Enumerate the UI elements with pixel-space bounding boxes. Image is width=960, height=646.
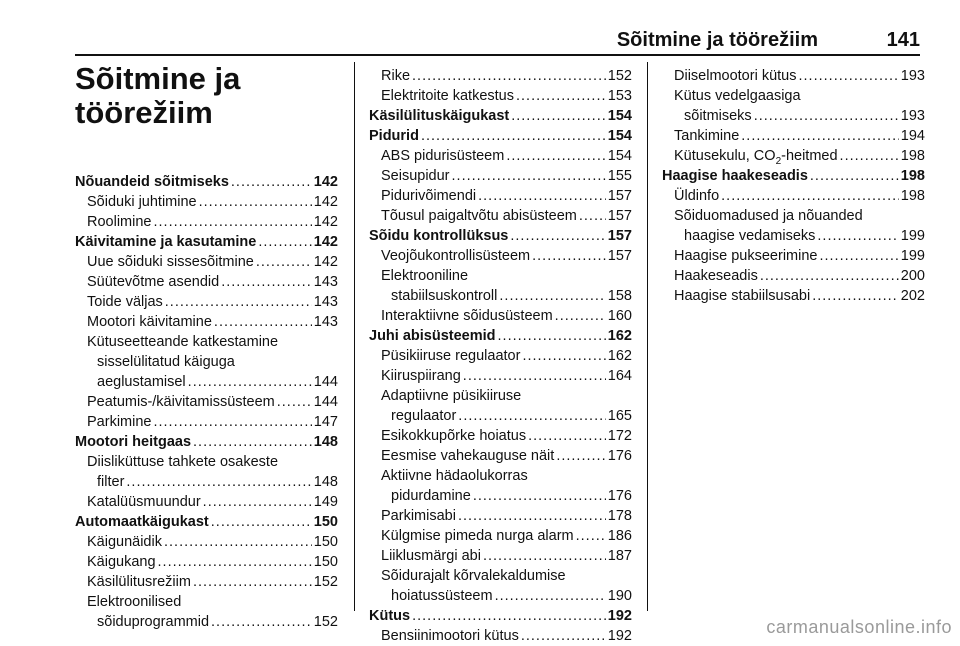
toc-page-number: 152: [313, 614, 338, 630]
dot-leader: [812, 286, 899, 306]
toc-entry-text: Aktiivne hädaolukorras: [381, 468, 528, 484]
toc-entry[interactable]: [662, 66, 925, 86]
dot-leader: [576, 526, 606, 546]
toc-page-number: 150: [313, 514, 338, 530]
toc-page-number: 176: [607, 448, 632, 464]
toc-entry-title: Käivitamine ja kasutamine: [75, 234, 257, 250]
toc-page-number: 160: [607, 308, 632, 324]
header-title: Sõitmine ja töörežiim: [616, 29, 818, 51]
dot-leader: [231, 172, 312, 192]
toc-page-number: 157: [607, 188, 632, 204]
dot-leader: [819, 246, 898, 266]
toc-entry[interactable]: [75, 492, 338, 512]
toc-entry-title: Sõidu kontrollüksus: [369, 228, 509, 244]
chapter-title: Sõitmine ja töörežiim: [75, 61, 241, 130]
toc-entry[interactable]: [662, 246, 925, 266]
toc-entry[interactable]: [369, 406, 632, 426]
toc-column-1: [75, 172, 338, 632]
toc-page-number: 193: [900, 108, 925, 124]
toc-entry-title: Tankimine: [674, 128, 740, 144]
toc-entry[interactable]: [662, 106, 925, 126]
toc-entry[interactable]: [369, 586, 632, 606]
toc-entry[interactable]: [369, 146, 632, 166]
toc-page-number: 199: [900, 248, 925, 264]
toc-page-number: 143: [313, 314, 338, 330]
toc-entry-title: Haagise pukseerimine: [674, 248, 818, 264]
toc-entry-title: Pidurid: [369, 128, 419, 144]
toc-entry-title: ABS pidurisüsteem: [381, 148, 505, 164]
toc-entry[interactable]: [369, 66, 632, 86]
toc-entry-text: Diisliküttuse tahkete osakeste: [87, 454, 279, 470]
toc-page-number: 144: [313, 374, 338, 390]
dot-leader: [555, 306, 606, 326]
dot-leader: [412, 606, 606, 626]
toc-page-number: 154: [607, 148, 632, 164]
dot-leader: [158, 552, 312, 572]
toc-entry[interactable]: [369, 626, 632, 646]
toc-entry-title: Haakeseadis: [674, 268, 758, 284]
dot-leader: [579, 206, 606, 226]
toc-entry-text: Kütuseetteande katkestamine: [87, 334, 279, 350]
toc-entry[interactable]: [369, 506, 632, 526]
toc-page-number: 192: [607, 608, 632, 624]
toc-entry[interactable]: [75, 392, 338, 412]
toc-entry-title: stabiilsuskontroll: [391, 288, 498, 304]
dot-leader: [532, 246, 606, 266]
toc-entry-title: Süütevõtme asendid: [87, 274, 220, 290]
toc-entry[interactable]: [369, 206, 632, 226]
dot-leader: [741, 126, 899, 146]
toc-entry-text: sisselülitatud käiguga: [97, 354, 235, 370]
toc-entry-text: Kütus vedelgaasiga: [674, 88, 801, 104]
toc-page-number: 157: [607, 228, 632, 244]
toc-page-number: 162: [607, 348, 632, 364]
toc-entry-title: sõiduprogrammid: [97, 614, 210, 630]
toc-entry[interactable]: [662, 186, 925, 206]
toc-entry[interactable]: [662, 146, 925, 166]
toc-page-number: 187: [607, 548, 632, 564]
toc-entry[interactable]: [75, 572, 338, 592]
toc-page-number: 164: [607, 368, 632, 384]
dot-leader: [463, 366, 606, 386]
toc-column-3: [662, 66, 925, 306]
toc-entry-title: Rike: [381, 68, 411, 84]
dot-leader: [499, 286, 605, 306]
toc-page-number: 157: [607, 208, 632, 224]
dot-leader: [188, 372, 312, 392]
dot-leader: [153, 212, 311, 232]
toc-entry-title: Juhi abisüsteemid: [369, 328, 496, 344]
toc-entry-text: Sõidurajalt kõrvalekaldumise: [381, 568, 566, 584]
toc-entry-title: Käigukang: [87, 554, 156, 570]
toc-page-number: 143: [313, 274, 338, 290]
toc-entry[interactable]: [369, 166, 632, 186]
dot-leader: [522, 346, 605, 366]
dot-leader: [199, 192, 312, 212]
dot-leader: [840, 146, 899, 166]
toc-entry-title: Käigunäidik: [87, 534, 162, 550]
toc-entry-title: Veojõukontrollisüsteem: [381, 248, 531, 264]
toc-entry-title: Toide väljas: [87, 294, 163, 310]
toc-entry-text: Elektroonilised: [87, 594, 182, 610]
toc-page-number: 200: [900, 268, 925, 284]
toc-entry-title: Diiselmootori kütus: [674, 68, 797, 84]
toc-page-number: 198: [900, 188, 925, 204]
dot-leader: [126, 472, 311, 492]
toc-page-number: 198: [900, 148, 925, 164]
toc-entry-title: Haagise stabiilsusabi: [674, 288, 811, 304]
dot-leader: [799, 66, 899, 86]
toc-entry-title: Parkimisabi: [381, 508, 456, 524]
toc-section[interactable]: [75, 512, 338, 532]
dot-leader: [211, 512, 312, 532]
toc-entry-title: hoiatussüsteem: [391, 588, 493, 604]
toc-entry[interactable]: [369, 546, 632, 566]
toc-entry-title: Seisupidur: [381, 168, 450, 184]
toc-entry[interactable]: [75, 272, 338, 292]
toc-entry[interactable]: [369, 286, 632, 306]
toc-entry[interactable]: [369, 346, 632, 366]
toc-entry[interactable]: [75, 292, 338, 312]
dot-leader: [277, 392, 312, 412]
toc-page-number: 153: [607, 88, 632, 104]
toc-entry[interactable]: [75, 192, 338, 212]
toc-entry-title: Külgmise pimeda nurga alarm: [381, 528, 574, 544]
page-header: [75, 28, 920, 56]
toc-page-number: 158: [607, 288, 632, 304]
toc-entry-title: aeglustamisel: [97, 374, 186, 390]
toc-page-number: 148: [313, 434, 338, 450]
dot-leader: [760, 266, 899, 286]
toc-page-number: 148: [313, 474, 338, 490]
toc-entry-title: Roolimine: [87, 214, 152, 230]
toc-entry-title: filter: [97, 474, 125, 490]
dot-leader: [203, 492, 312, 512]
dot-leader: [412, 66, 606, 86]
toc-page-number: 162: [607, 328, 632, 344]
dot-leader: [458, 506, 606, 526]
toc-entry-title: Interaktiivne sõidusüsteem: [381, 308, 553, 324]
toc-entry-text: Elektrooniline: [381, 268, 469, 284]
toc-entry-text: Sõiduomadused ja nõuanded: [674, 208, 863, 224]
toc-entry-title: Nõuandeid sõitmiseks: [75, 174, 229, 190]
toc-entry-title: Uue sõiduki sissesõitmine: [87, 254, 254, 270]
toc-page-number: 186: [607, 528, 632, 544]
toc-entry[interactable]: [662, 286, 925, 306]
dot-leader: [193, 432, 312, 452]
toc-entry[interactable]: [369, 486, 632, 506]
toc-entry-title: pidurdamine: [391, 488, 471, 504]
page-number: 141: [886, 29, 920, 51]
dot-leader: [521, 626, 606, 646]
toc-entry-title: Sõiduki juhtimine: [87, 194, 197, 210]
toc-page-number: 149: [313, 494, 338, 510]
toc-entry[interactable]: [369, 426, 632, 446]
toc-entry-title: Tõusul paigaltvõtu abisüsteem: [381, 208, 577, 224]
toc-page-number: 157: [607, 248, 632, 264]
toc-entry-title: Parkimine: [87, 414, 152, 430]
toc-entry-title: regulaator: [391, 408, 457, 424]
toc-page-number: 172: [607, 428, 632, 444]
toc-entry[interactable]: [75, 532, 338, 552]
toc-page-number: 202: [900, 288, 925, 304]
toc-page-number: 193: [900, 68, 925, 84]
toc-page-number: 199: [900, 228, 925, 244]
toc-section[interactable]: [369, 226, 632, 246]
dot-leader: [495, 586, 606, 606]
toc-entry-title: Katalüüsmuundur: [87, 494, 201, 510]
dot-leader: [506, 146, 605, 166]
toc-page-number: 152: [313, 574, 338, 590]
toc-page-number: 178: [607, 508, 632, 524]
toc-entry[interactable]: [369, 526, 632, 546]
dot-leader: [721, 186, 899, 206]
toc-page-number: 152: [607, 68, 632, 84]
toc-entry-title: haagise vedamiseks: [684, 228, 816, 244]
dot-leader: [458, 406, 606, 426]
toc-page-number: 150: [313, 534, 338, 550]
toc-page-number: 190: [607, 588, 632, 604]
toc-entry[interactable]: [75, 212, 338, 232]
toc-column-2: [369, 66, 632, 646]
dot-leader: [754, 106, 899, 126]
toc-section[interactable]: [662, 166, 925, 186]
toc-entry[interactable]: [369, 186, 632, 206]
dot-leader: [193, 572, 312, 592]
toc-entry[interactable]: [369, 446, 632, 466]
dot-leader: [452, 166, 606, 186]
toc-entry[interactable]: [369, 366, 632, 386]
toc-page-number: 147: [313, 414, 338, 430]
toc-entry[interactable]: [75, 612, 338, 632]
dot-leader: [556, 446, 605, 466]
toc-page-number: 142: [313, 174, 338, 190]
dot-leader: [421, 126, 606, 146]
dot-leader: [214, 312, 312, 332]
toc-page-number: 155: [607, 168, 632, 184]
dot-leader: [165, 292, 312, 312]
column-divider: [354, 62, 355, 611]
toc-entry-title: Mootori heitgaas: [75, 434, 192, 450]
toc-entry[interactable]: [75, 372, 338, 392]
dot-leader: [516, 86, 606, 106]
toc-entry[interactable]: [369, 246, 632, 266]
watermark: carmanualsonline.info: [766, 617, 952, 637]
toc-section[interactable]: [369, 606, 632, 626]
toc-page-number: 142: [313, 194, 338, 210]
toc-entry-title: Automaatkäigukast: [75, 514, 209, 530]
toc-page-number: 154: [607, 108, 632, 124]
toc-entry-title: [674, 146, 838, 166]
toc-entry-title: Kiiruspiirang: [381, 368, 461, 384]
toc-page-number: 142: [313, 254, 338, 270]
dot-leader: [483, 546, 606, 566]
toc-entry[interactable]: [662, 126, 925, 146]
toc-page-number: 194: [900, 128, 925, 144]
toc-entry-title: Kütus: [369, 608, 411, 624]
toc-page-number: 192: [607, 628, 632, 644]
toc-entry-text: Adaptiivne püsikiiruse: [381, 388, 522, 404]
toc-entry[interactable]: [369, 86, 632, 106]
toc-entry-title: Eesmise vahekauguse näit: [381, 448, 555, 464]
toc-entry-title: Haagise haakeseadis: [662, 168, 808, 184]
dot-leader: [478, 186, 606, 206]
toc-entry[interactable]: [75, 412, 338, 432]
toc-entry[interactable]: [75, 472, 338, 492]
dot-leader: [817, 226, 898, 246]
toc-page-number: 154: [607, 128, 632, 144]
toc-entry-title-part: Kütusekulu, CO: [674, 148, 776, 164]
dot-leader: [221, 272, 312, 292]
toc-entry[interactable]: [75, 252, 338, 272]
column-divider: [647, 62, 648, 611]
toc-entry[interactable]: [75, 552, 338, 572]
toc-entry-title: Esikokkupõrke hoiatus: [381, 428, 527, 444]
toc-page-number: 143: [313, 294, 338, 310]
dot-leader: [810, 166, 899, 186]
dot-leader: [473, 486, 606, 506]
toc-entry-title: Peatumis-/käivitamissüsteem: [87, 394, 275, 410]
toc-entry[interactable]: [662, 266, 925, 286]
toc-entry-title: Püsikiiruse regulaator: [381, 348, 521, 364]
toc-entry-title: Üldinfo: [674, 188, 720, 204]
toc-entry-title: Käsilülitusrežiim: [87, 574, 191, 590]
toc-section[interactable]: [369, 126, 632, 146]
toc-page-number: 176: [607, 488, 632, 504]
toc-entry-title: Elektritoite katkestus: [381, 88, 514, 104]
toc-entry-title-part: -heitmed: [781, 148, 838, 164]
dot-leader: [498, 326, 606, 346]
toc-page-number: 144: [313, 394, 338, 410]
dot-leader: [511, 106, 606, 126]
dot-leader: [164, 532, 312, 552]
toc-entry-title: Bensiinimootori kütus: [381, 628, 519, 644]
toc-page-number: 150: [313, 554, 338, 570]
toc-entry-title: sõitmiseks: [684, 108, 752, 124]
dot-leader: [258, 232, 311, 252]
toc-page-number: 198: [900, 168, 925, 184]
dot-leader: [153, 412, 311, 432]
toc-section[interactable]: [369, 106, 632, 126]
toc-entry-title: Mootori käivitamine: [87, 314, 212, 330]
toc-page-number: 142: [313, 214, 338, 230]
toc-entry-title: Pidurivõimendi: [381, 188, 477, 204]
dot-leader: [256, 252, 312, 272]
toc-entry[interactable]: [369, 306, 632, 326]
dot-leader: [211, 612, 312, 632]
toc-section[interactable]: [75, 172, 338, 192]
toc-section[interactable]: [75, 432, 338, 452]
toc-page-number: 142: [313, 234, 338, 250]
toc-section[interactable]: [369, 326, 632, 346]
subscript: 2: [775, 155, 782, 167]
toc-page-number: 165: [607, 408, 632, 424]
toc-section[interactable]: [75, 232, 338, 252]
dot-leader: [528, 426, 606, 446]
toc-entry-title: Liiklusmärgi abi: [381, 548, 481, 564]
toc-entry[interactable]: [75, 312, 338, 332]
toc-entry[interactable]: [662, 226, 925, 246]
toc-entry-title: Käsilülituskäigukast: [369, 108, 510, 124]
dot-leader: [510, 226, 605, 246]
